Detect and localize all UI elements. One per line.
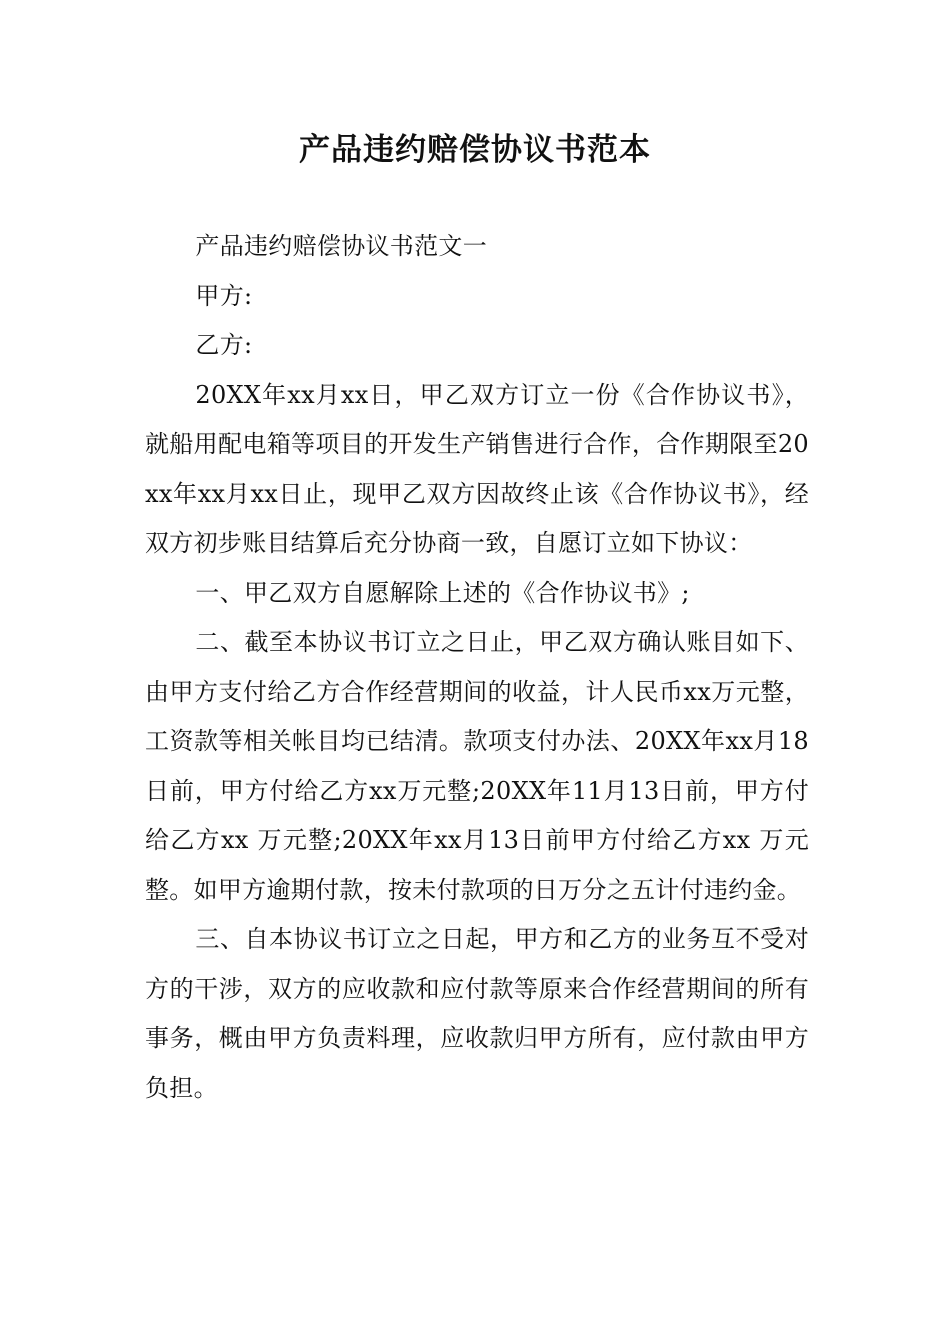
clause-one-paragraph: 一、甲乙双方自愿解除上述的《合作协议书》; xyxy=(195,578,690,607)
document-body xyxy=(145,222,809,1113)
party-b-label: 乙方: xyxy=(195,331,253,359)
clause-two-paragraph: 二、截至本协议书订立之日止，甲乙双方确认账目如下、由甲方支付给乙方合作经营期间的收益，计人民币xx万元整，工资款等相关帐目均已结清。款项支付办法、20XX年xx月18日前，甲方付给乙方xx万元整;20XX年11月13日前，甲方付给乙方xx 万元整;20XX年xx月13日前甲方付给乙方xx 万元整。如甲方逾期付款，按未付款项的日万分之五计付违约金。 xyxy=(145,628,809,904)
intro-paragraph: 20XX年xx月xx日，甲乙双方订立一份《合作协议书》，就船用配电箱等项目的开发生产销售进行合作，合作期限至20xx年xx月xx日止，现甲乙双方因故终止该《合作协议书》，经双方初步账目结算后充分协商一致，自愿订立如下协议： xyxy=(145,380,809,557)
party-a-label: 甲方: xyxy=(195,281,253,310)
clause-three-paragraph: 三、自本协议书订立之日起，甲方和乙方的业务互不受对方的干涉，双方的应收款和应付款等原来合作经营期间的所有事务，概由甲方负责料理，应收款归甲方所有，应付款由甲方负担。 xyxy=(145,925,809,1102)
subtitle-paragraph: 产品违约赔偿协议书范文一 xyxy=(195,232,487,260)
document-title: 产品违约赔偿协议书范本 xyxy=(299,132,651,168)
